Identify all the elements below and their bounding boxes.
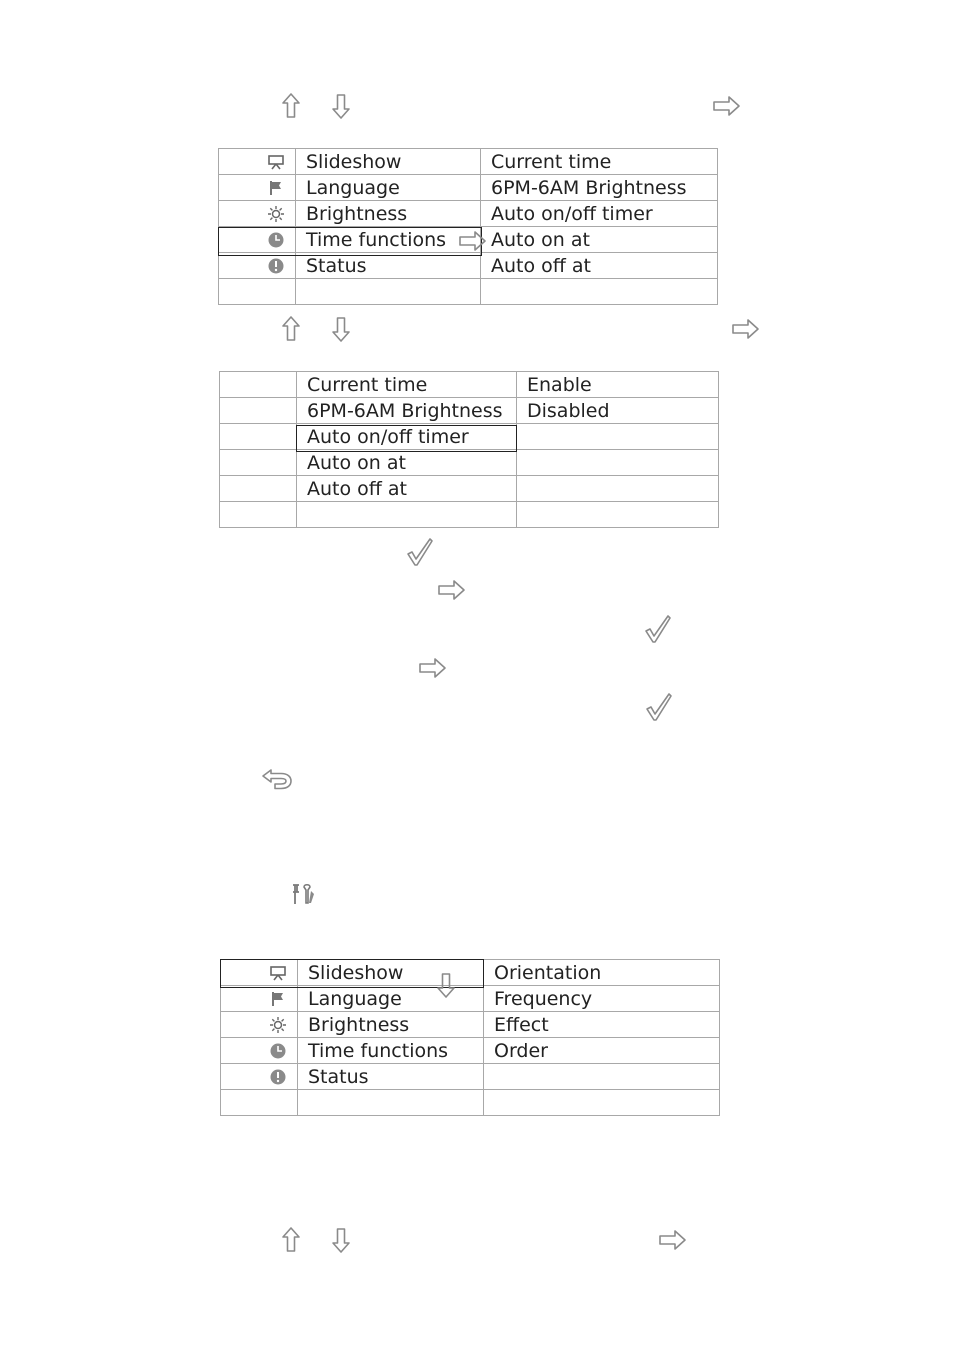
menu-item-label[interactable]: Status [298, 1064, 484, 1090]
menu-item-label[interactable]: Language [296, 175, 481, 201]
right-arrow-icon [458, 231, 488, 253]
selection-highlight [218, 227, 482, 256]
submenu-item-label[interactable]: Current time [481, 149, 718, 175]
menu-row[interactable] [220, 450, 719, 476]
menu-row[interactable] [220, 398, 719, 424]
submenu-item-label [484, 1064, 720, 1090]
right-arrow-icon [731, 319, 761, 341]
right-arrow-icon [712, 96, 742, 118]
down-arrow-icon [332, 93, 352, 121]
menu-item-label[interactable]: Time functions [298, 1038, 484, 1064]
down-arrow-icon [332, 316, 352, 344]
checkmark-icon [406, 538, 434, 568]
menu-item-label[interactable]: Status [296, 253, 481, 279]
menu-row[interactable] [219, 149, 718, 175]
brightness-sun-icon [267, 205, 285, 223]
menu-item-label[interactable]: Language [298, 986, 484, 1012]
status-icon [267, 257, 285, 275]
up-arrow-icon [282, 1227, 302, 1255]
menu-row[interactable] [219, 175, 718, 201]
menu-item-label[interactable]: Auto off at [297, 476, 517, 502]
menu-row [221, 1090, 720, 1116]
checkmark-icon [645, 693, 673, 723]
language-flag-icon [269, 990, 287, 1008]
up-arrow-icon [282, 316, 302, 344]
submenu-item-label[interactable]: Auto on/off timer [481, 201, 718, 227]
menu-row[interactable] [219, 201, 718, 227]
menu-row[interactable] [221, 1064, 720, 1090]
menu-item-label[interactable]: 6PM-6AM Brightness [297, 398, 517, 424]
submenu-item-label[interactable]: 6PM-6AM Brightness [481, 175, 718, 201]
submenu-item-label[interactable]: Order [484, 1038, 720, 1064]
submenu-item-label[interactable]: Auto on at [481, 227, 718, 253]
checkmark-icon [644, 615, 672, 645]
menu-row[interactable] [221, 986, 720, 1012]
menu-item-label [298, 1090, 484, 1116]
option-label[interactable]: Enable [517, 372, 719, 398]
option-label [517, 476, 719, 502]
menu-item-label [296, 279, 481, 305]
up-arrow-icon [282, 93, 302, 121]
option-label[interactable]: Disabled [517, 398, 719, 424]
menu-item-label[interactable]: Slideshow [298, 960, 484, 986]
back-icon [261, 769, 293, 793]
down-arrow-icon [332, 1227, 352, 1255]
submenu-item-label[interactable]: Orientation [484, 960, 720, 986]
menu-item-label[interactable]: Current time [297, 372, 517, 398]
right-arrow-icon [658, 1230, 688, 1252]
menu-row[interactable] [220, 372, 719, 398]
right-arrow-icon [437, 580, 467, 602]
submenu-item-label [484, 1090, 720, 1116]
language-flag-icon [267, 179, 285, 197]
menu-item-label[interactable]: Auto on at [297, 450, 517, 476]
submenu-item-label[interactable]: Frequency [484, 986, 720, 1012]
right-arrow-icon [418, 658, 448, 680]
status-icon [269, 1068, 287, 1086]
menu-row[interactable] [220, 476, 719, 502]
menu-row[interactable] [221, 1012, 720, 1038]
clock-icon [269, 1042, 287, 1060]
menu-item-label[interactable]: Brightness [298, 1012, 484, 1038]
option-label [517, 450, 719, 476]
menu-item-label[interactable]: Brightness [296, 201, 481, 227]
menu-item-label[interactable]: Time functions [296, 227, 481, 253]
menu-row[interactable] [219, 253, 718, 279]
settings-icon [292, 882, 316, 906]
menu-row[interactable] [221, 1038, 720, 1064]
submenu-item-label [481, 279, 718, 305]
menu-item-label[interactable]: Slideshow [296, 149, 481, 175]
submenu-item-label[interactable]: Auto off at [481, 253, 718, 279]
menu-item-label[interactable]: Auto on/off timer [297, 424, 517, 450]
menu-row [220, 502, 719, 528]
brightness-sun-icon [269, 1016, 287, 1034]
down-arrow-icon [437, 972, 457, 1000]
selection-highlight [296, 425, 517, 452]
menu-row [219, 279, 718, 305]
submenu-item-label[interactable]: Effect [484, 1012, 720, 1038]
menu-item-label [297, 502, 517, 528]
option-label [517, 502, 719, 528]
slideshow-icon [267, 153, 285, 171]
option-label [517, 424, 719, 450]
